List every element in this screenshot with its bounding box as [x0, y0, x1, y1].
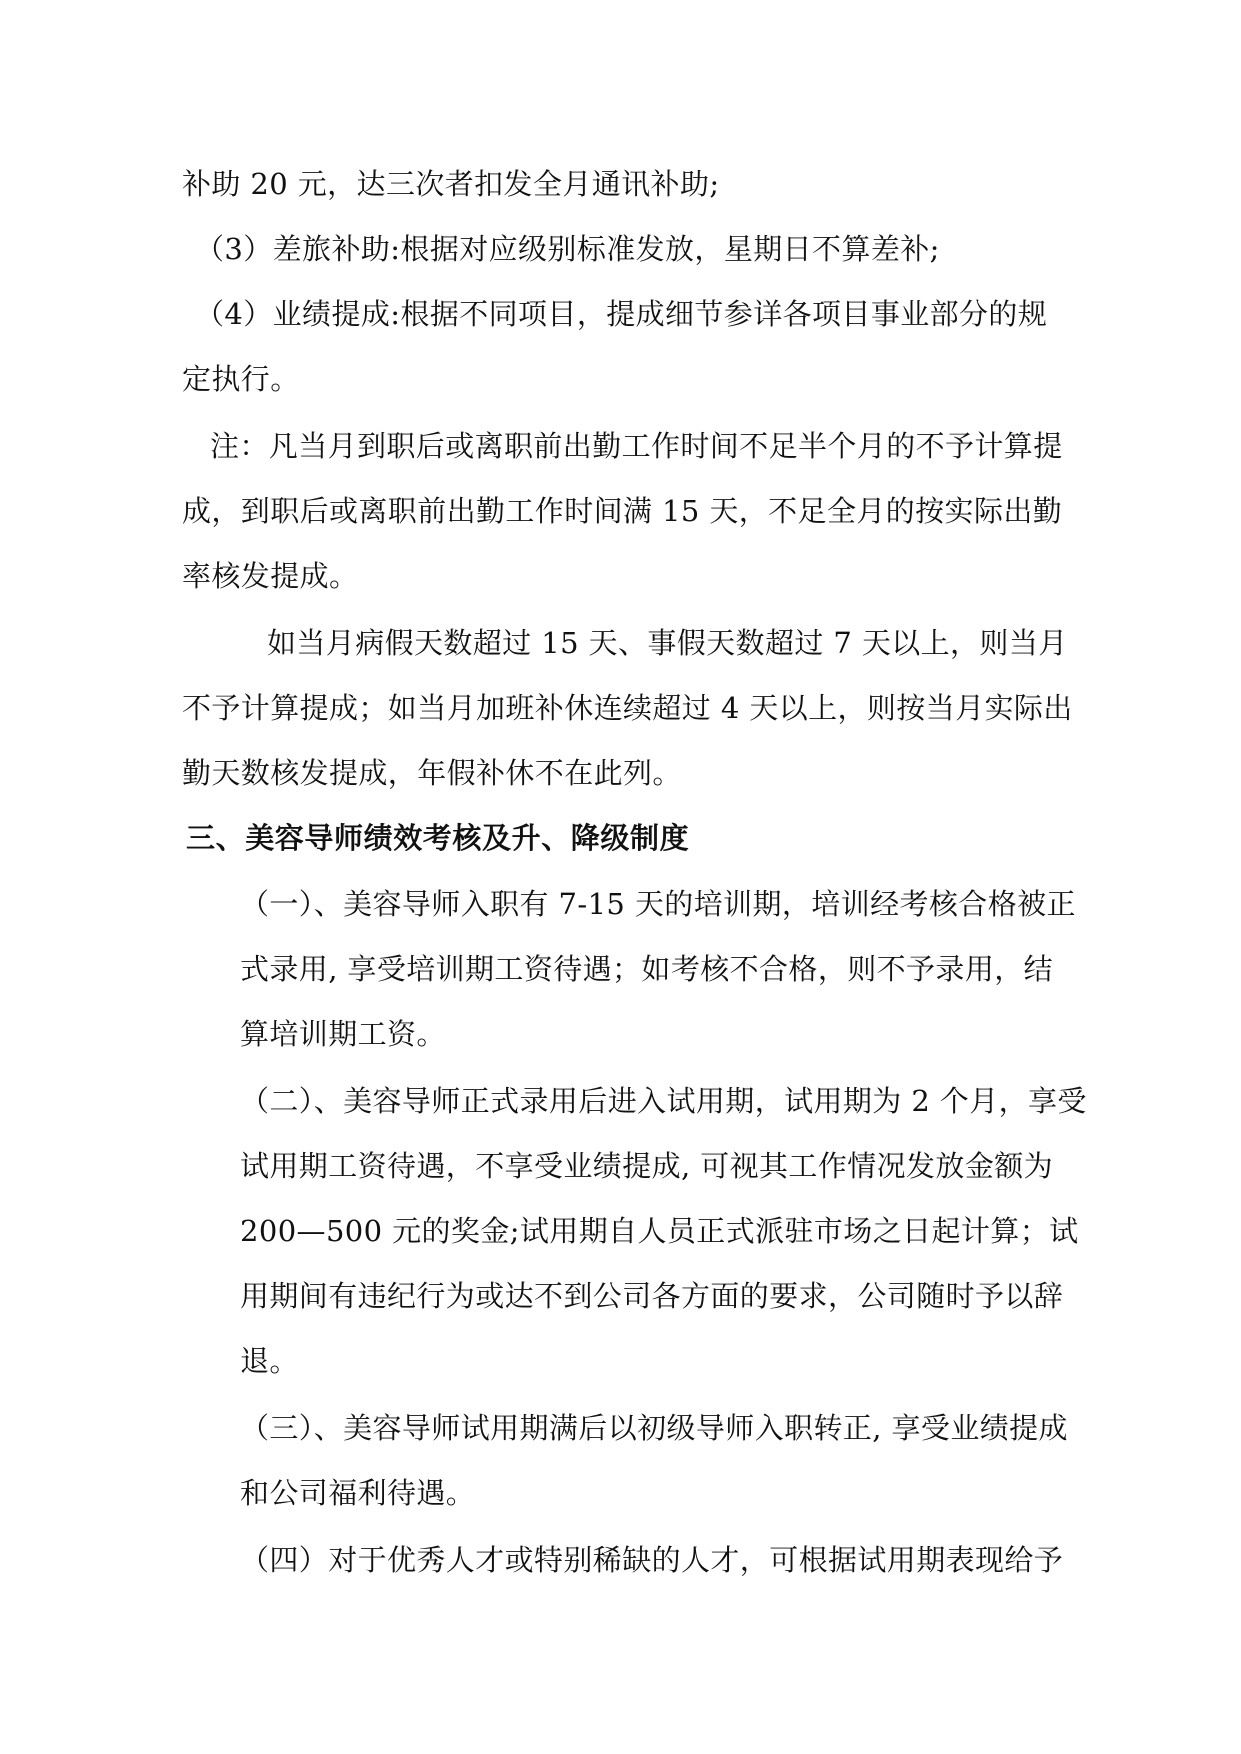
paragraph-line: 式录用, 享受培训期工资待遇；如考核不合格，则不予录用，结	[240, 952, 1054, 986]
paragraph-line: （二）、美容导师正式录用后进入试用期，试用期为 2 个月，享受	[240, 1084, 1087, 1118]
section-heading: 三、美容导师绩效考核及升、降级制度	[186, 821, 690, 855]
paragraph-line: 和公司福利待遇。	[240, 1476, 476, 1510]
paragraph-line: 补助 20 元，达三次者扣发全月通讯补助;	[182, 167, 720, 201]
paragraph-line: 率核发提成。	[182, 559, 359, 593]
paragraph-line: （一）、美容导师入职有 7-15 天的培训期，培训经考核合格被正	[240, 887, 1076, 921]
paragraph-line: 勤天数核发提成，年假补休不在此列。	[182, 756, 682, 790]
paragraph-line: 算培训期工资。	[240, 1017, 446, 1051]
paragraph-line: 不予计算提成；如当月加班补休连续超过 4 天以上，则按当月实际出	[182, 691, 1073, 725]
paragraph-line: （四）对于优秀人才或特别稀缺的人才，可根据试用期表现给予	[240, 1543, 1064, 1577]
paragraph-line: 注：凡当月到职后或离职前出勤工作时间不足半个月的不予计算提	[210, 429, 1063, 463]
paragraph-line: 定执行。	[182, 362, 300, 396]
paragraph-line: 退。	[240, 1344, 299, 1378]
paragraph-line: 成，到职后或离职前出勤工作时间满 15 天，不足全月的按实际出勤	[182, 494, 1063, 528]
paragraph-line: （4）业绩提成:根据不同项目，提成细节参详各项目事业部分的规	[195, 297, 1048, 331]
paragraph-line: 如当月病假天数超过 15 天、事假天数超过 7 天以上，则当月	[267, 626, 1068, 660]
paragraph-line: 用期间有违纪行为或达不到公司各方面的要求，公司随时予以辞	[240, 1279, 1064, 1313]
paragraph-line: （三）、美容导师试用期满后以初级导师入职转正, 享受业绩提成	[240, 1411, 1068, 1445]
paragraph-line: （3）差旅补助:根据对应级别标准发放，星期日不算差补;	[195, 232, 940, 266]
paragraph-line: 200—500 元的奖金;试用期自人员正式派驻市场之日起计算；试	[240, 1214, 1079, 1248]
paragraph-line: 试用期工资待遇，不享受业绩提成, 可视其工作情况发放金额为	[240, 1149, 1054, 1183]
